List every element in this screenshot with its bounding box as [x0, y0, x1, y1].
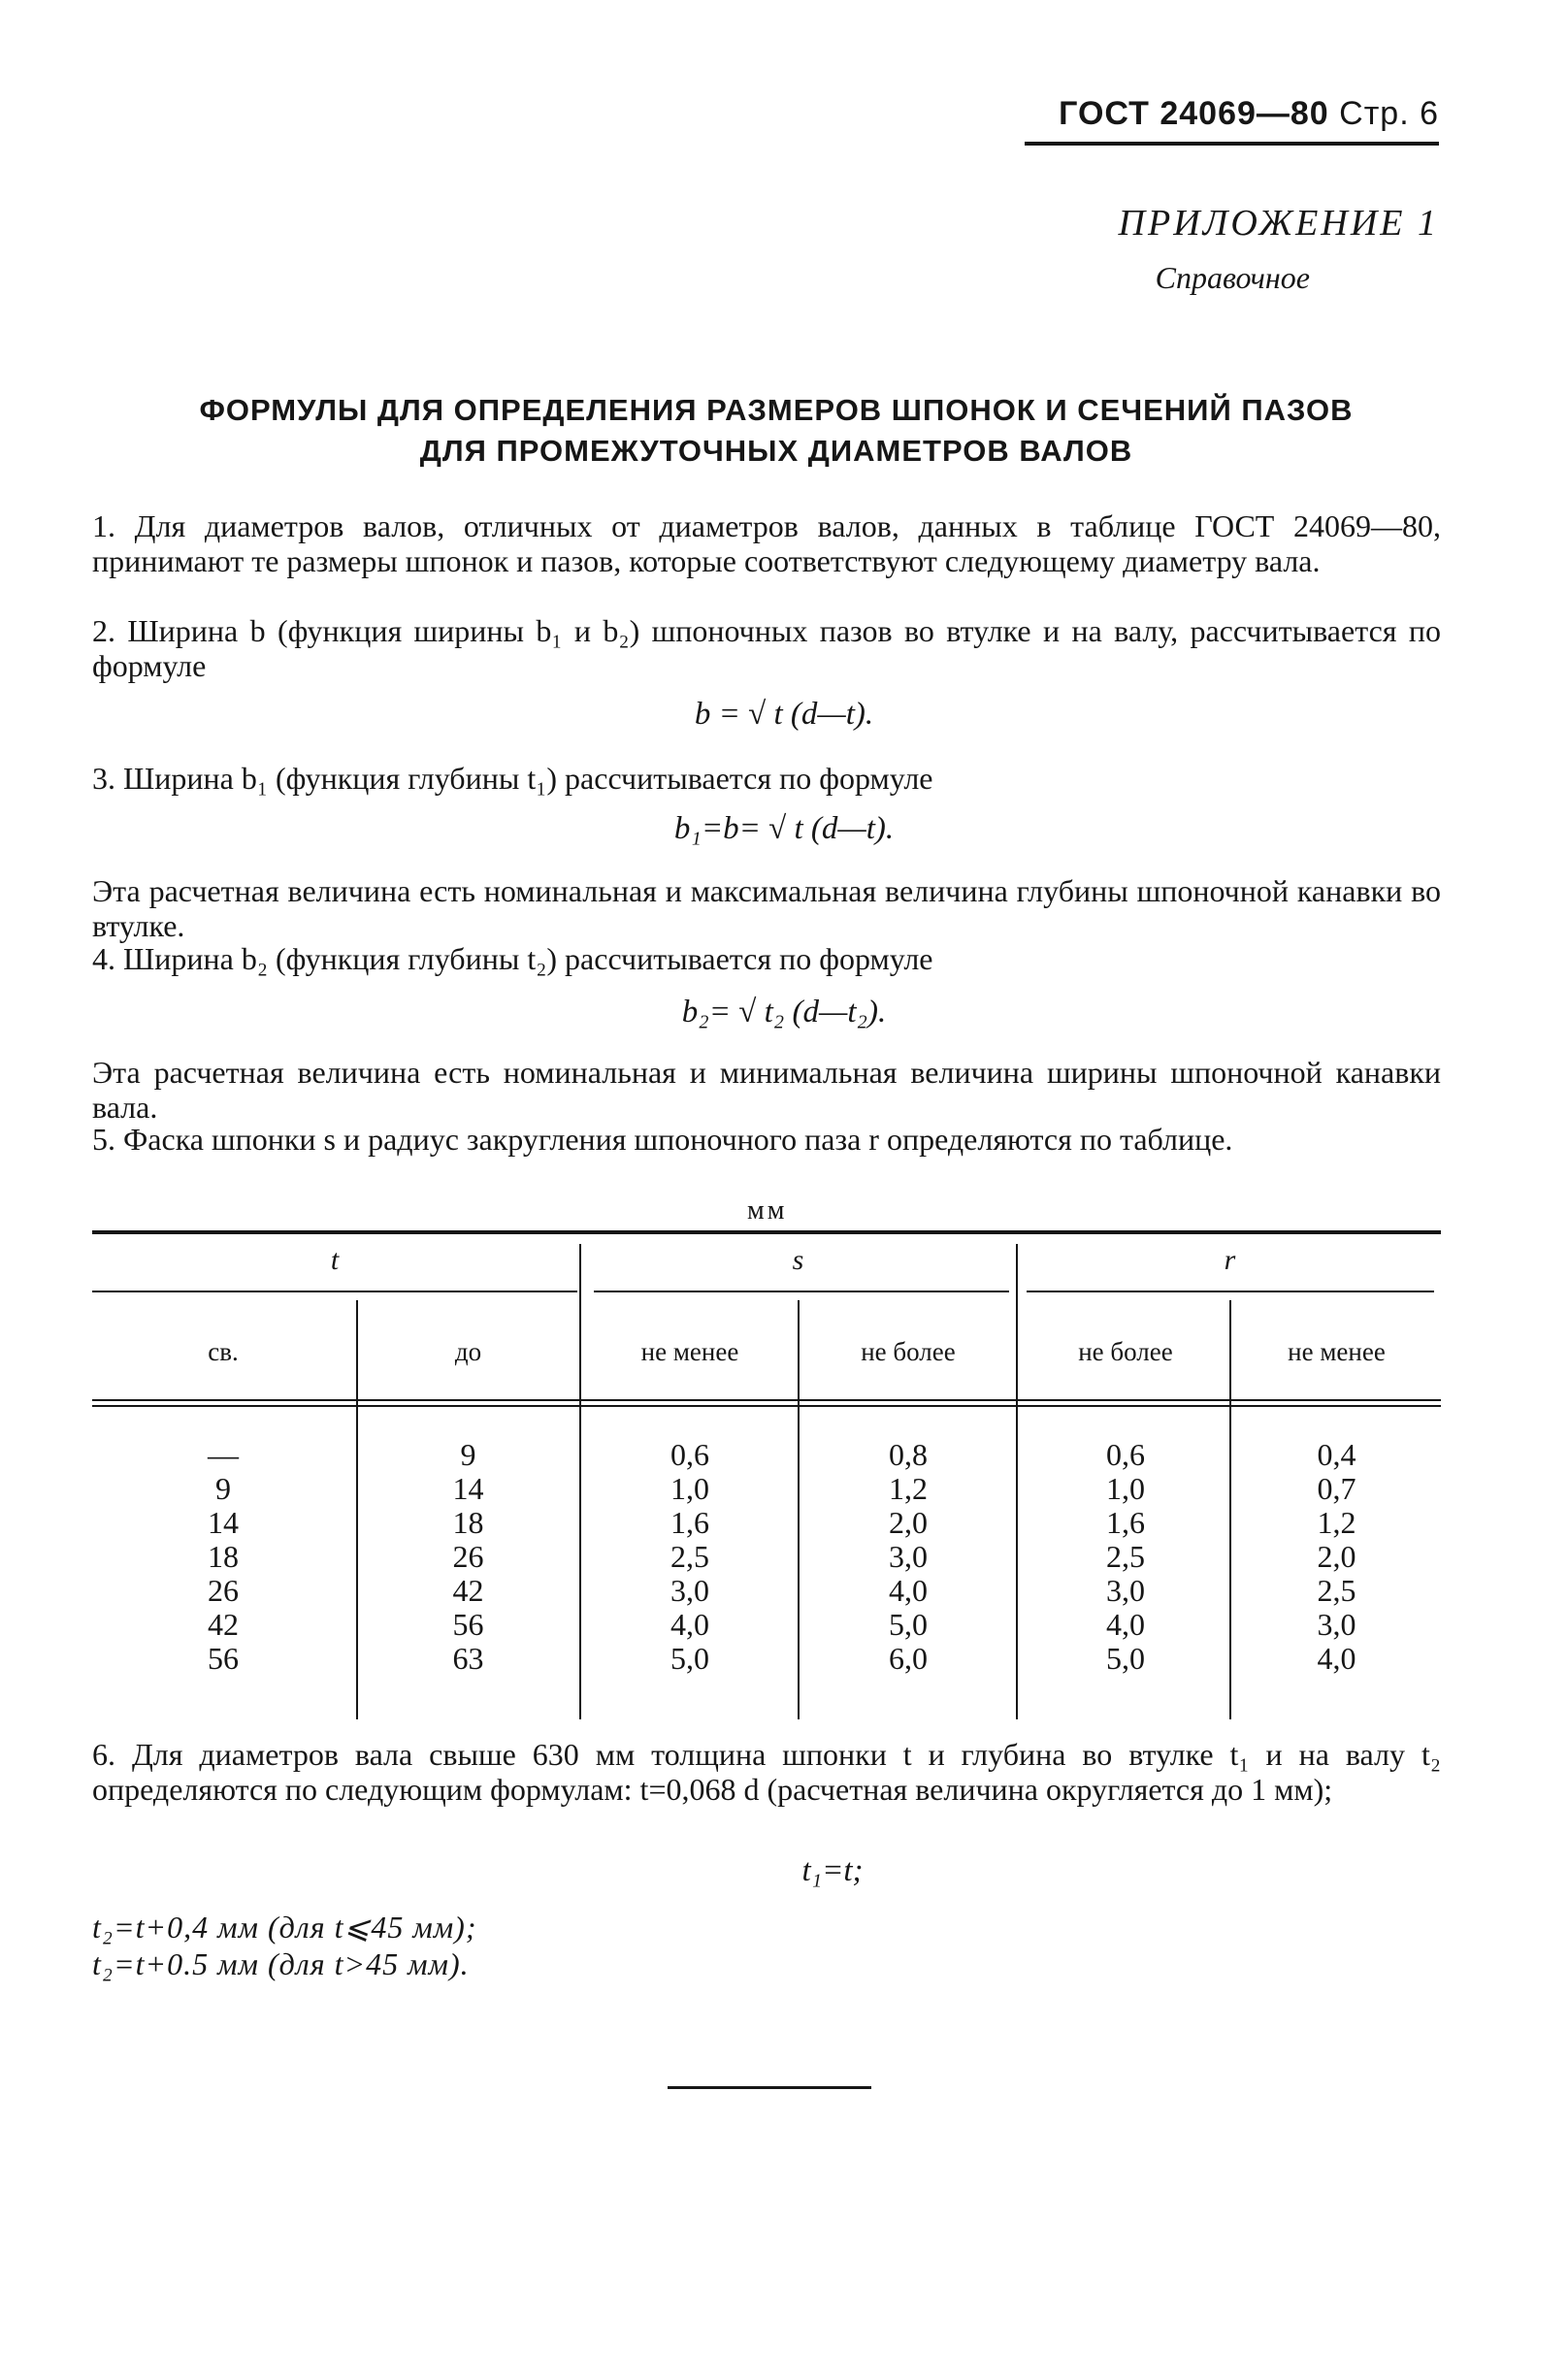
col-s-max — [800, 1438, 1016, 1676]
col-from — [92, 1438, 354, 1676]
col-to — [359, 1438, 577, 1676]
title-line-1: ФОРМУЛЫ ДЛЯ ОПРЕДЕЛЕНИЯ РАЗМЕРОВ ШПОНОК И СЕЧЕНИЙ ПАЗОВ — [199, 393, 1354, 427]
table-cell: 1,0 — [1106, 1471, 1145, 1506]
table-cell: 63 — [452, 1641, 484, 1676]
formula-t2-small: t₂=t+0,4 мм (для t⩽45 мм); — [92, 1910, 477, 1944]
table-cell: 9 — [215, 1471, 231, 1506]
table-cell: 0,4 — [1317, 1437, 1356, 1472]
table-cell: 5,0 — [1106, 1641, 1145, 1676]
table-cell: 1,2 — [889, 1471, 928, 1506]
table-cell: 2,0 — [889, 1505, 928, 1540]
table-cell: 1,6 — [670, 1505, 709, 1540]
vrule-t-inner — [356, 1300, 358, 1719]
paragraph-1: 1. Для диаметров валов, отличных от диаметров валов, данных в таблице ГОСТ 24069—80, принимают те размеры шпонок и пазов, которые соответствуют следующему диаметру вала. — [92, 508, 1441, 578]
col-r-min — [1232, 1438, 1441, 1676]
table-cell: 42 — [208, 1607, 239, 1642]
table-unit: мм — [747, 1195, 788, 1226]
subheader-r-min: не менее — [1288, 1337, 1386, 1366]
table-cell: 1,2 — [1317, 1505, 1356, 1540]
table-cell: 2,5 — [1106, 1539, 1145, 1574]
vrule-t-s — [579, 1244, 581, 1719]
paragraph-4-note: Эта расчетная величина есть номинальная и минимальная величина ширины шпоночной канавки вала. — [92, 1055, 1441, 1125]
table-cell: 0,6 — [670, 1437, 709, 1472]
table-cell: 3,0 — [1317, 1607, 1356, 1642]
table-cell: 2,5 — [1317, 1573, 1356, 1608]
paragraph-5: 5. Фаска шпонки s и радиус закругления шпоночного паза r определяются по таблице. — [92, 1122, 1233, 1157]
table-cell: 4,0 — [1317, 1641, 1356, 1676]
subheader-r-max: не более — [1078, 1337, 1173, 1366]
subheader-to: до — [454, 1337, 482, 1366]
end-rule — [668, 2086, 871, 2089]
table-cell: 0,7 — [1317, 1471, 1356, 1506]
paragraph-3-note: Эта расчетная величина есть номинальная и максимальная величина глубины шпоночной канавки во втулке. — [92, 873, 1441, 943]
paragraph-4: 4. Ширина b₂ (функция глубины t₂) рассчитывается по формуле — [92, 941, 933, 976]
header-rule — [1025, 142, 1439, 146]
col-s-min — [582, 1438, 798, 1676]
appendix-type: Справочное — [1155, 260, 1310, 295]
table-cell: 9 — [460, 1437, 476, 1472]
table-cell: 42 — [452, 1573, 484, 1608]
header-rule-b — [92, 1405, 1441, 1407]
table-cell: 1,0 — [670, 1471, 709, 1506]
vrule-s-r — [1016, 1244, 1018, 1719]
table-cell: 0,6 — [1106, 1437, 1145, 1472]
formula-b2: b₂= √ t₂ (d—t₂). — [681, 995, 887, 1029]
table-cell: 3,0 — [889, 1539, 928, 1574]
subheader-s-max: не более — [861, 1337, 956, 1366]
page-number: Стр. 6 — [1339, 95, 1439, 132]
table-cell: 5,0 — [670, 1641, 709, 1676]
standard-number: ГОСТ 24069—80 — [1059, 95, 1329, 132]
group-rule-t — [92, 1291, 577, 1292]
table-cell: 3,0 — [670, 1573, 709, 1608]
group-r: r — [1224, 1244, 1236, 1276]
col-r-max — [1019, 1438, 1232, 1676]
vrule-s-inner — [798, 1300, 800, 1719]
formula-b1: b₁=b= √ t (d—t). — [673, 811, 895, 846]
table-top-rule — [92, 1230, 1441, 1234]
table-cell: 4,0 — [889, 1573, 928, 1608]
table-cell: 3,0 — [1106, 1573, 1145, 1608]
table-cell: 1,6 — [1106, 1505, 1145, 1540]
table-cell: 18 — [208, 1539, 239, 1574]
title-line-2: ДЛЯ ПРОМЕЖУТОЧНЫХ ДИАМЕТРОВ ВАЛОВ — [419, 434, 1133, 468]
paragraph-2: 2. Ширина b (функция ширины b₁ и b₂) шпоночных пазов во втулке и на валу, рассчитывается по формуле — [92, 613, 1441, 683]
page-header — [1059, 95, 1439, 133]
table-cell: 26 — [208, 1573, 239, 1608]
paragraph-3: 3. Ширина b₁ (функция глубины t₁) рассчитывается по формуле — [92, 761, 933, 796]
formula-b: b = √ t (d—t). — [694, 697, 874, 732]
paragraph-6: 6. Для диаметров вала свыше 630 мм толщина шпонки t и глубина во втулке t₁ и на валу t₂ определяются по следующим формулам: t=0,068 d (расчетная величина округляется до 1 мм); — [92, 1737, 1441, 1807]
table-cell: 4,0 — [1106, 1607, 1145, 1642]
appendix-label: ПРИЛОЖЕНИЕ 1 — [1118, 203, 1439, 244]
table-cell: 56 — [452, 1607, 484, 1642]
group-s: s — [792, 1244, 804, 1276]
table-cell: 56 — [208, 1641, 239, 1676]
table-cell: 4,0 — [670, 1607, 709, 1642]
subheader-from: св. — [208, 1337, 239, 1366]
group-rule-r — [1027, 1291, 1434, 1292]
table-cell: 2,0 — [1317, 1539, 1356, 1574]
table-cell: 0,8 — [889, 1437, 928, 1472]
table-cell: 14 — [208, 1505, 239, 1540]
formula-t1: t₁=t; — [801, 1853, 864, 1888]
table-cell: — — [208, 1437, 239, 1472]
group-t: t — [330, 1244, 340, 1276]
table-cell: 5,0 — [889, 1607, 928, 1642]
group-rule-s — [594, 1291, 1009, 1292]
header-rule-a — [92, 1399, 1441, 1401]
formula-t2-large: t₂=t+0.5 мм (для t>45 мм). — [92, 1946, 470, 1981]
table-cell: 26 — [452, 1539, 484, 1574]
table-cell: 18 — [452, 1505, 484, 1540]
table-cell: 2,5 — [670, 1539, 709, 1574]
subheader-s-min: не менее — [640, 1337, 739, 1366]
table-cell: 14 — [452, 1471, 484, 1506]
table-cell: 6,0 — [889, 1641, 928, 1676]
